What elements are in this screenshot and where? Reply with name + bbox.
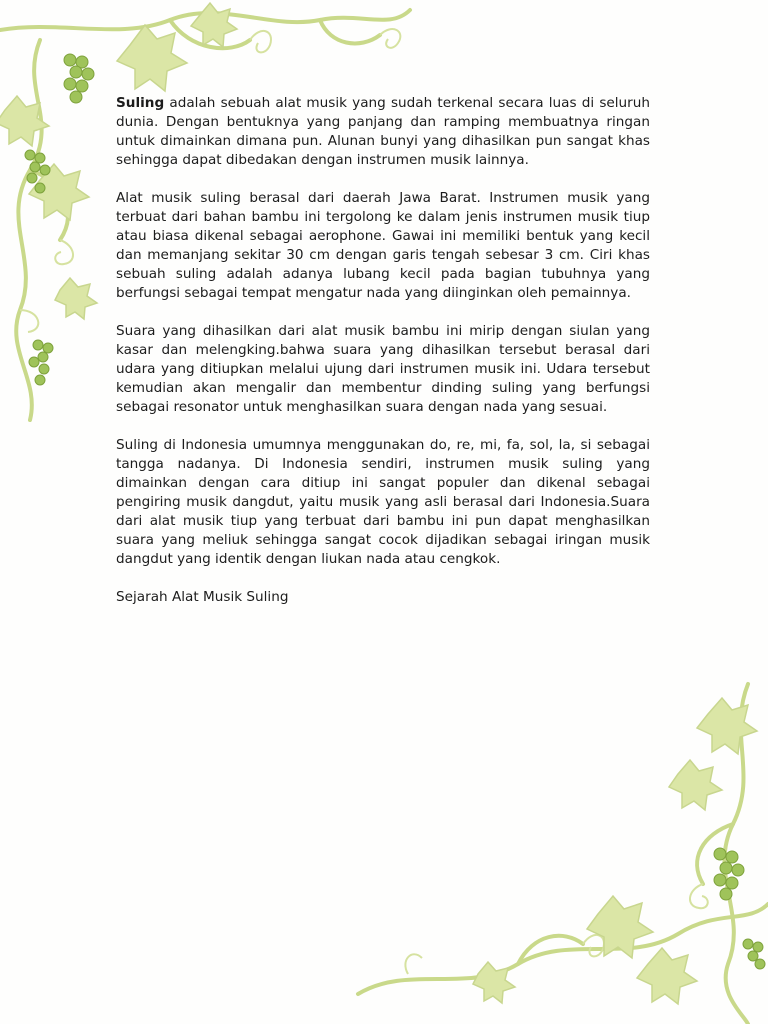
paragraph-sound: Suara yang dihasilkan dari alat musik bambu ini mirip dengan siulan yang kasar dan melengking.bahwa suara yang dihasilkan tersebut berasal dari udara yang ditiupkan melalui ujung dari instrumen musik ini. Udara tersebut kemudian akan mengalir dan membentur dinding suling yang berfungsi sebagai resonator untuk menghasilkan suara dengan nada yang sesuai. [116, 323, 650, 415]
paragraph-origin: Alat musik suling berasal dari daerah Jawa Barat. Instrumen musik yang terbuat dari bahan bambu ini tergolong ke dalam jenis instrumen musik tiup atau biasa dikenal sebagai aerophone. Gawai ini memiliki bentuk yang kecil dan memanjang sekitar 30 cm dengan garis tengah sebesar 3 cm. Ciri khas sebuah suling adalah adanya lubang kecil pada bagian tubuhnya yang berfungsi sebagai tempat mengatur nada yang diinginkan oleh pemainnya. [116, 190, 650, 301]
paragraph-indonesia: Suling di Indonesia umumnya menggunakan do, re, mi, fa, sol, la, si sebagai tangga nadanya. Di Indonesia sendiri, instrumen musik suling yang dimainkan dengan cara ditiup ini sangat populer dan dikenal sebagai pengiring musik dangdut, yaitu musik yang asli berasal dari Indonesia.Suara dari alat musik tiup yang terbuat dari bambu ini pun dapat menghasilkan suara yang meliuk sehingga sangat cocok dijadikan sebagai iringan musik dangdut yang identik dengan liukan nada atau cengkok. [116, 437, 650, 567]
document-body [116, 94, 650, 607]
term-suling: Suling [116, 95, 165, 111]
paragraph-intro [116, 94, 650, 170]
paragraph-intro-text: adalah sebuah alat musik yang sudah terkenal secara luas di seluruh dunia. Dengan bentuknya yang panjang dan ramping membuatnya ringan untuk dimainkan dimana pun. Alunan bunyi yang dihasilkan pun sangat khas sehingga dapat dibedakan dengan instrumen musik lainnya. [116, 95, 650, 168]
closing-line: Sejarah Alat Musik Suling [116, 589, 289, 605]
grape-vine-bottom-right-decoration [348, 664, 768, 1024]
